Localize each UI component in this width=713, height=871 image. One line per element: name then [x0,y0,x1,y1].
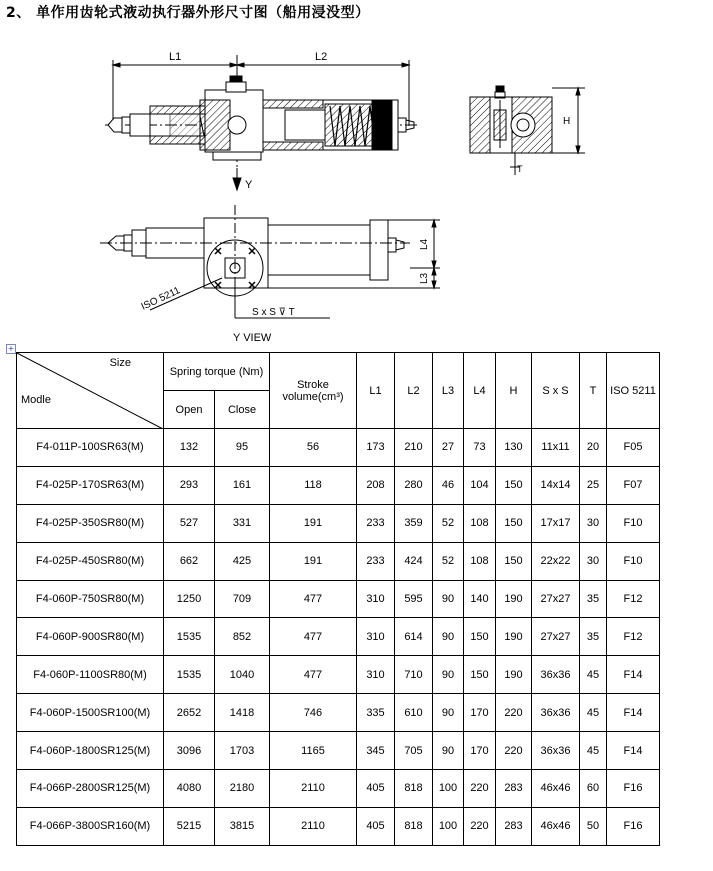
cell-stroke-volume: 118 [270,466,357,504]
header-size: Size [109,357,131,369]
cell-l3: 27 [433,429,464,467]
cell-stroke-volume: 191 [270,504,357,542]
dimension-drawing [0,30,713,345]
cell-l1: 405 [357,807,395,845]
cell-sxs: 27x27 [532,580,580,618]
cell-l2: 424 [395,542,433,580]
cell-t: 60 [580,770,607,808]
cell-l3: 90 [433,732,464,770]
table-row [17,770,660,808]
cell-h: 130 [496,429,532,467]
header-iso-5211: ISO 5211 [607,353,660,429]
spec-table [16,352,660,846]
cell-l2: 359 [395,504,433,542]
cell-spring-close: 95 [215,429,270,467]
dim-l2-label: L2 [315,51,328,63]
side-section-view [470,86,585,175]
cell-h: 190 [496,656,532,694]
table-row [17,580,660,618]
y-arrow-label: Y [245,179,253,191]
cell-iso-5211: F10 [607,542,660,580]
header-close: Close [215,391,270,429]
cell-spring-open: 1535 [164,656,215,694]
cell-l2: 610 [395,694,433,732]
table-row [17,542,660,580]
cell-l4: 104 [464,466,496,504]
cell-l4: 108 [464,542,496,580]
cell-l3: 90 [433,618,464,656]
cell-spring-close: 1418 [215,694,270,732]
table-row [17,694,660,732]
cell-stroke-volume: 1165 [270,732,357,770]
cell-spring-open: 662 [164,542,215,580]
cell-sxs: 11x11 [532,429,580,467]
cell-stroke-volume: 477 [270,580,357,618]
cell-sxs: 22x22 [532,542,580,580]
cell-l1: 335 [357,694,395,732]
cell-l1: 310 [357,656,395,694]
section-view [105,55,420,190]
cell-l2: 280 [395,466,433,504]
cell-iso-5211: F07 [607,466,660,504]
cell-h: 190 [496,618,532,656]
cell-l4: 220 [464,770,496,808]
cell-l1: 310 [357,618,395,656]
cell-l4: 150 [464,656,496,694]
cell-h: 150 [496,542,532,580]
table-move-handle[interactable]: + [7,344,15,353]
cell-model: F4-060P-1800SR125(M) [17,732,164,770]
cell-t: 35 [580,618,607,656]
cell-iso-5211: F14 [607,656,660,694]
header-h: H [496,353,532,429]
cell-spring-close: 1040 [215,656,270,694]
cell-sxs: 46x46 [532,770,580,808]
cell-l1: 208 [357,466,395,504]
header-size-modle [17,353,164,429]
cell-model: F4-060P-900SR80(M) [17,618,164,656]
cell-l1: 405 [357,770,395,808]
cell-model: F4-066P-2800SR125(M) [17,770,164,808]
cell-sxs: 46x46 [532,807,580,845]
cell-spring-open: 527 [164,504,215,542]
cell-t: 45 [580,694,607,732]
cell-l1: 173 [357,429,395,467]
cell-l4: 108 [464,504,496,542]
cell-l2: 595 [395,580,433,618]
cell-iso-5211: F14 [607,732,660,770]
table-row [17,429,660,467]
cell-l4: 150 [464,618,496,656]
cell-spring-close: 852 [215,618,270,656]
table-row [17,466,660,504]
cell-model: F4-025P-350SR80(M) [17,504,164,542]
cell-l1: 310 [357,580,395,618]
cell-h: 150 [496,504,532,542]
cell-t: 30 [580,542,607,580]
cell-spring-close: 709 [215,580,270,618]
cell-model: F4-060P-1500SR100(M) [17,694,164,732]
cell-iso-5211: F10 [607,504,660,542]
cell-iso-5211: F12 [607,618,660,656]
cell-t: 25 [580,466,607,504]
cell-stroke-volume: 56 [270,429,357,467]
page-heading: 2、 单作用齿轮式液动执行器外形尺寸图（船用浸没型） [6,5,370,21]
cell-sxs: 36x36 [532,656,580,694]
header-l3: L3 [433,353,464,429]
header-modle: Modle [21,394,51,406]
cell-sxs: 17x17 [532,504,580,542]
cell-h: 283 [496,807,532,845]
cell-spring-open: 5215 [164,807,215,845]
cell-l3: 90 [433,580,464,618]
cell-t: 45 [580,732,607,770]
dim-t-label: T [517,164,523,174]
cell-l3: 100 [433,770,464,808]
cell-model: F4-025P-450SR80(M) [17,542,164,580]
cell-l4: 170 [464,694,496,732]
cell-l4: 140 [464,580,496,618]
cell-stroke-volume: 2110 [270,807,357,845]
cell-l4: 220 [464,807,496,845]
cell-t: 45 [580,656,607,694]
cell-spring-close: 2180 [215,770,270,808]
cell-stroke-volume: 477 [270,656,357,694]
cell-sxs: 36x36 [532,694,580,732]
cell-iso-5211: F05 [607,429,660,467]
dim-l4-label: L4 [419,238,430,250]
cell-iso-5211: F14 [607,694,660,732]
cell-t: 30 [580,504,607,542]
cell-l2: 614 [395,618,433,656]
cell-l3: 46 [433,466,464,504]
cell-l2: 818 [395,770,433,808]
cell-l1: 345 [357,732,395,770]
cell-l1: 233 [357,504,395,542]
cell-sxs: 27x27 [532,618,580,656]
cell-l1: 233 [357,542,395,580]
cell-stroke-volume: 746 [270,694,357,732]
cell-t: 20 [580,429,607,467]
cell-l3: 52 [433,504,464,542]
header-l2: L2 [395,353,433,429]
cell-sxs: 14x14 [532,466,580,504]
cell-spring-open: 2652 [164,694,215,732]
cell-l3: 52 [433,542,464,580]
cell-spring-open: 132 [164,429,215,467]
cell-spring-open: 293 [164,466,215,504]
cell-model: F4-011P-100SR63(M) [17,429,164,467]
header-l1: L1 [357,353,395,429]
cell-model: F4-060P-750SR80(M) [17,580,164,618]
header-l4: L4 [464,353,496,429]
cell-h: 190 [496,580,532,618]
cell-spring-open: 4080 [164,770,215,808]
cell-spring-close: 331 [215,504,270,542]
cell-l4: 170 [464,732,496,770]
table-row [17,618,660,656]
cell-l2: 210 [395,429,433,467]
cell-spring-open: 1250 [164,580,215,618]
header-open: Open [164,391,215,429]
cell-l3: 90 [433,656,464,694]
dim-l1-label: L1 [169,51,182,63]
cell-spring-close: 1703 [215,732,270,770]
cell-stroke-volume: 2110 [270,770,357,808]
cell-l2: 818 [395,807,433,845]
cell-spring-close: 161 [215,466,270,504]
cell-model: F4-025P-170SR63(M) [17,466,164,504]
y-view-label: Y VIEW [233,332,272,344]
header-spring-torque: Spring torque (Nm) [164,353,270,391]
header-sxs: S x S [532,353,580,429]
dim-l3-label: L3 [419,272,430,284]
cell-stroke-volume: 191 [270,542,357,580]
cell-h: 220 [496,694,532,732]
cell-sxs: 36x36 [532,732,580,770]
cell-spring-open: 3096 [164,732,215,770]
cell-l2: 705 [395,732,433,770]
cell-h: 220 [496,732,532,770]
cell-spring-close: 425 [215,542,270,580]
cell-l4: 73 [464,429,496,467]
header-stroke-volume: Stroke volume(cm³) [270,353,357,429]
cell-model: F4-066P-3800SR160(M) [17,807,164,845]
cell-iso-5211: F16 [607,770,660,808]
cell-model: F4-060P-1100SR80(M) [17,656,164,694]
cell-iso-5211: F16 [607,807,660,845]
cell-h: 283 [496,770,532,808]
cell-stroke-volume: 477 [270,618,357,656]
cell-spring-open: 1535 [164,618,215,656]
table-row [17,807,660,845]
cell-t: 35 [580,580,607,618]
cell-t: 50 [580,807,607,845]
iso-5211-label: ISO 5211 [139,285,182,313]
cell-l3: 90 [433,694,464,732]
dim-h-label: H [563,116,571,127]
cell-h: 150 [496,466,532,504]
table-row [17,656,660,694]
cell-l3: 100 [433,807,464,845]
cell-l2: 710 [395,656,433,694]
sxs-t-label: S x S ⊽ T [252,307,295,318]
table-row [17,732,660,770]
table-row [17,504,660,542]
header-t: T [580,353,607,429]
cell-spring-close: 3815 [215,807,270,845]
cell-iso-5211: F12 [607,580,660,618]
